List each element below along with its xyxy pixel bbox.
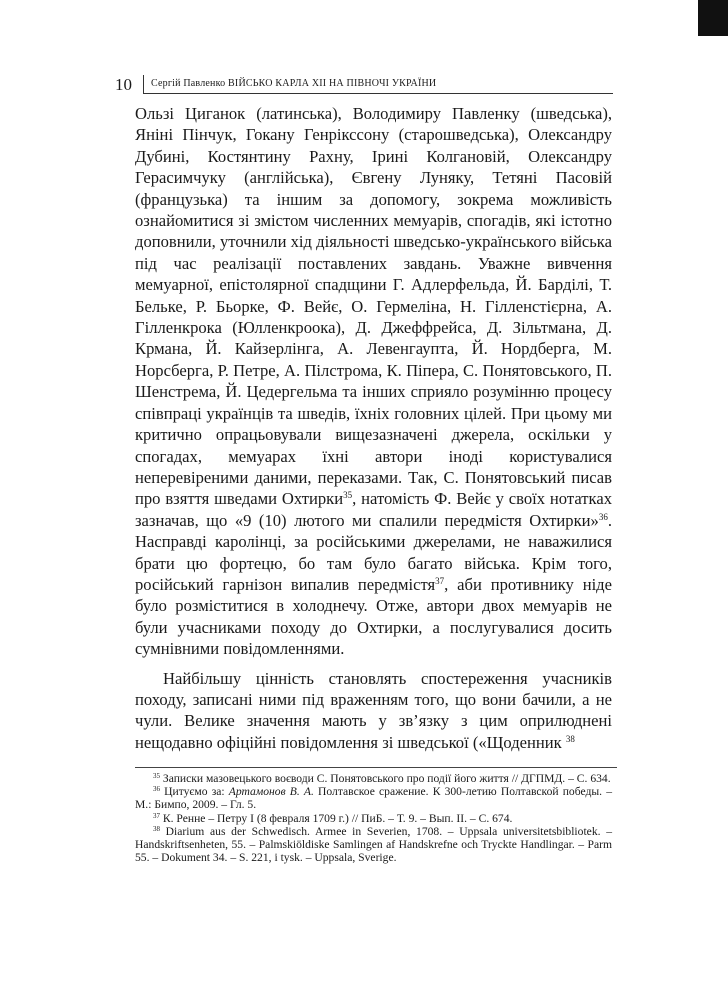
main-text [135, 103, 612, 753]
footnote-author: Артамонов В. А. [228, 785, 314, 799]
paragraph-1: Ользі Циганок (латинська), Володимиру Павленку (шведська), Яніні Пінчук, Гокану Генріксcону (старошведська), Олександру Дубині, Костянтину Рахну, Ірині Колгановій, Олександру Герасимчуку (англійська), Євгену Луняку, Тетяні Пасовій (французька) та іншим за допомогу, зокрема можливість ознайомитися зі змістом численних мемуарів, спогадів, які істотно доповнили, уточнили хід діяльності шведсько-українського війська під час реалізації поставлених завдань. Уважне вивчення мемуарної, епістолярної спадщини Г. Адлерфельда, Й. Барділі, Т. Бельке, Р. Бьорке, Ф. Вейє, О. Гермеліна, Н. Гілленстієрна, А. Гілленкрока (Юлленкроока), Д. Джеффрейса, Д. Зільтмана, Д. Крмана, Й. Кайзерлінга, А. Левенгаупта, Й. Нордберга, М. Норсберга, Р. Петре, А. Пілстрома, К. Піпера, С. Понятовського, П. Шенстрема, Й. Цедергельма та інших сприяло розумінню процесу співпраці українців та шведів, їхніх головних цілей. При цьому ми критично опрацьовували вищезазначені джерела, оскільки у спогадах, мемуарах їхні автори іноді користувалися неперевіреними даними, переказами. Так, С. Понятовський писав про взяття шведами Охтирки$^{35}$, натомість Ф. Вейє у своїх нотатках зазначав, що «9 (10) лютого ми спалили передмістя Охтирки»$^{36}$. Насправді каролінці, за російськими джерелами, не наважилися брати цю фортецю, бо там було багато війська. Крім того, російський гарнізон випалив передмістя$^{37}$, аби противнику ніде було розміститися в холоднечу. Отже, автори двох мемуарів не були учасниками походу до Охтирки, а послугувалися досить сумнівними повідомленнями. [135, 104, 612, 659]
footnote-text: Записки мазовецького воєводи С. Понятовського про події його життя // ДГПМД. – С. 634. [160, 772, 611, 785]
page-number: 10 [115, 75, 132, 94]
footnote-text: Полтавское сражение. К 300-летию Полтавской победы. – М.: Бимпо, 2009. – Гл. 5. [135, 785, 613, 812]
footnote-number: 37 [153, 811, 160, 820]
footnote-35 [135, 772, 612, 785]
header-rule [143, 93, 613, 94]
footnotes [135, 772, 612, 864]
running-header [115, 75, 615, 95]
footnote-ref-36[interactable]: 36 [598, 511, 608, 522]
footnote-ref-38[interactable]: 38 [565, 733, 575, 744]
footnote-number: 36 [153, 785, 160, 794]
paragraph-2: Найбільшу цінність становлять спостереження учасників походу, записані ними під враженням того, що вони бачили, а не чули. Велике значення мають у зв’язку з цим оприлюднені нещодавно офіційні повідомлення зі шведської («Щоденник $^{38}$ [135, 668, 612, 752]
footnote-separator [135, 767, 617, 768]
footnote-text: К. Ренне – Петру I (8 февраля 1709 г.) // ПиБ. – Т. 9. – Вып. II. – С. 674. [160, 811, 513, 825]
footnote-number: 35 [153, 772, 160, 780]
footnote-ref-37[interactable]: 37 [435, 575, 445, 586]
page-corner-tab [698, 0, 728, 36]
footnote-ref-35[interactable]: 35 [343, 490, 353, 501]
footnote-38 [135, 825, 612, 865]
footnote-text: Diarium aus der Schwedisch. Armee in Severien, 1708. – Uppsala universitetsbibliotek. – Handskriftsenheten, 55. – Palmskiöldiske Samlingen af Handskrefne och Tryckte Handlingar. – Parm 55. – Dokument 34. – S. 221, i tysk. – Uppsala, Sverige. [135, 824, 612, 865]
header-vertical-rule [143, 75, 144, 93]
footnote-number: 38 [153, 824, 160, 833]
running-title: Сергій Павленко ВІЙСЬКО КАРЛА ХІІ НА ПІВНОЧІ УКРАЇНИ [151, 78, 437, 89]
footnote-37 [135, 812, 612, 825]
footnote-36: $^{36}$ Цитуємо за: Артамонов В. А. Полтавское сражение. К 300-летию Полтавской победы. – М.: Бимпо, 2009. – Гл. 5. [135, 785, 613, 812]
